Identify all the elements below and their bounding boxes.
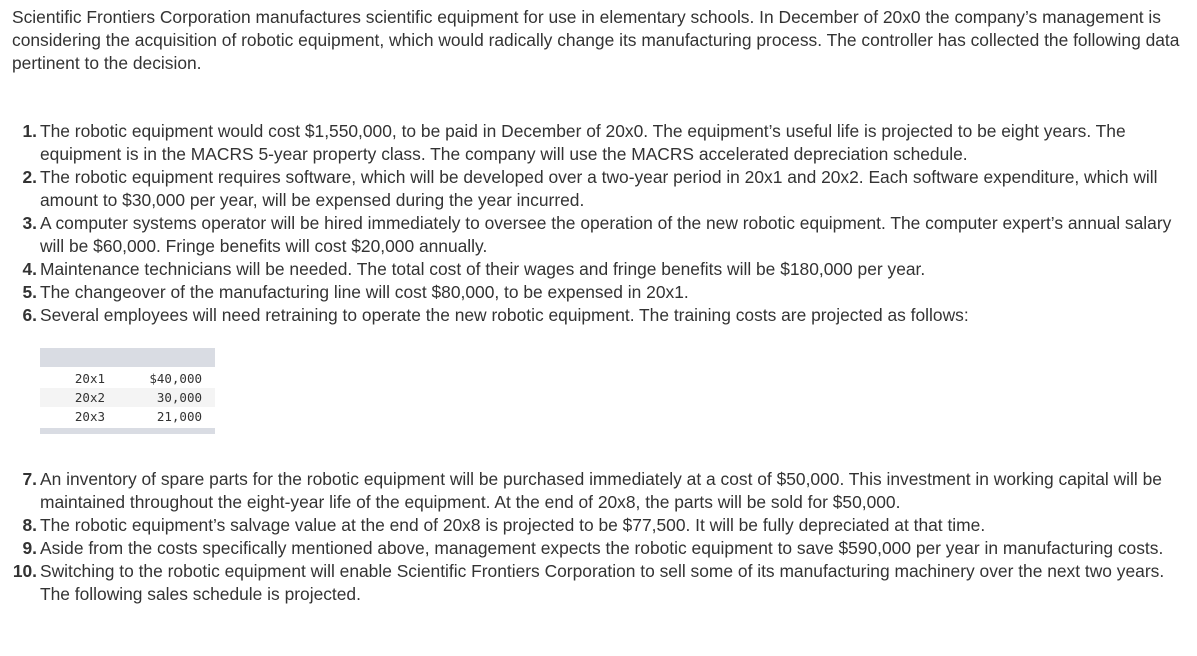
table-header-bar	[40, 348, 215, 367]
item-number: 2.	[22, 167, 37, 187]
document	[12, 6, 1192, 604]
list-item	[12, 514, 1192, 537]
year-cell: 20x1	[74, 371, 105, 386]
item-number: 1.	[22, 121, 37, 141]
item-number: 6.	[22, 305, 37, 325]
item-text: An inventory of spare parts for the robotic equipment will be purchased immediately at a cost of $50,000. This investment in working capital will be maintained throughout the eight-year life of the equipment. At the end of 20x8, the parts will be sold for $50,000.	[40, 469, 1162, 512]
item-number: 9.	[22, 538, 37, 558]
list-item	[12, 120, 1192, 166]
item-text: The changeover of the manufacturing line will cost $80,000, to be expensed in 20x1.	[40, 282, 689, 302]
item-text: Aside from the costs specifically mentioned above, management expects the robotic equipment to save $590,000 per year in manufacturing costs.	[40, 538, 1164, 558]
list-item	[12, 537, 1192, 560]
year-cell: 20x3	[74, 409, 105, 424]
table-row	[40, 369, 215, 388]
list-item	[12, 468, 1192, 514]
item-text: The robotic equipment would cost $1,550,000, to be paid in December of 20x0. The equipment’s useful life is projected to be eight years. The equipment is in the MACRS 5-year property class. The company will use the MACRS accelerated depreciation schedule.	[40, 121, 1126, 164]
item-text: Several employees will need retraining to operate the new robotic equipment. The training costs are projected as follows:	[40, 305, 969, 325]
table-body	[40, 367, 215, 428]
list-item	[12, 281, 1192, 304]
amount-cell: 30,000	[156, 390, 202, 405]
amount-cell: 21,000	[156, 409, 202, 424]
table-row	[40, 388, 215, 407]
list-item	[12, 560, 1192, 606]
item-text: The robotic equipment’s salvage value at the end of 20x8 is projected to be $77,500. It will be fully depreciated at that time.	[40, 515, 986, 535]
item-number: 7.	[22, 469, 37, 489]
year-cell: 20x2	[74, 390, 105, 405]
amount-cell: $40,000	[149, 371, 202, 386]
item-text: Switching to the robotic equipment will enable Scientific Frontiers Corporation to sell some of its manufacturing machinery over the next two years. The following sales schedule is projected.	[40, 561, 1165, 604]
item-text: A computer systems operator will be hired immediately to oversee the operation of the new robotic equipment. The computer expert’s annual salary will be $60,000. Fringe benefits will cost $20,000 annually.	[40, 213, 1172, 256]
numbered-list-part-1	[12, 120, 1192, 327]
list-item	[12, 258, 1192, 281]
numbered-list-part-2	[12, 468, 1192, 606]
item-number: 8.	[22, 515, 37, 535]
item-number: 3.	[22, 213, 37, 233]
intro-paragraph: Scientific Frontiers Corporation manufactures scientific equipment for use in elementary schools. In December of 20x0 the company’s management is considering the acquisition of robotic equipment, which would radically change its manufacturing process. The controller has collected the following data pertinent to the decision.	[12, 7, 1180, 73]
table-row	[40, 407, 215, 426]
item-number: 5.	[22, 282, 37, 302]
table-footer-bar	[40, 428, 215, 434]
item-number: 10.	[12, 561, 37, 581]
training-cost-table	[40, 348, 215, 434]
list-item	[12, 166, 1192, 212]
list-item	[12, 304, 1192, 327]
item-text: The robotic equipment requires software, which will be developed over a two-year period in 20x1 and 20x2. Each software expenditure, which will amount to $30,000 per year, will be expensed during the year incurred.	[40, 167, 1158, 210]
item-number: 4.	[22, 259, 37, 279]
list-item	[12, 212, 1192, 258]
item-text: Maintenance technicians will be needed. The total cost of their wages and fringe benefits will be $180,000 per year.	[40, 259, 926, 279]
